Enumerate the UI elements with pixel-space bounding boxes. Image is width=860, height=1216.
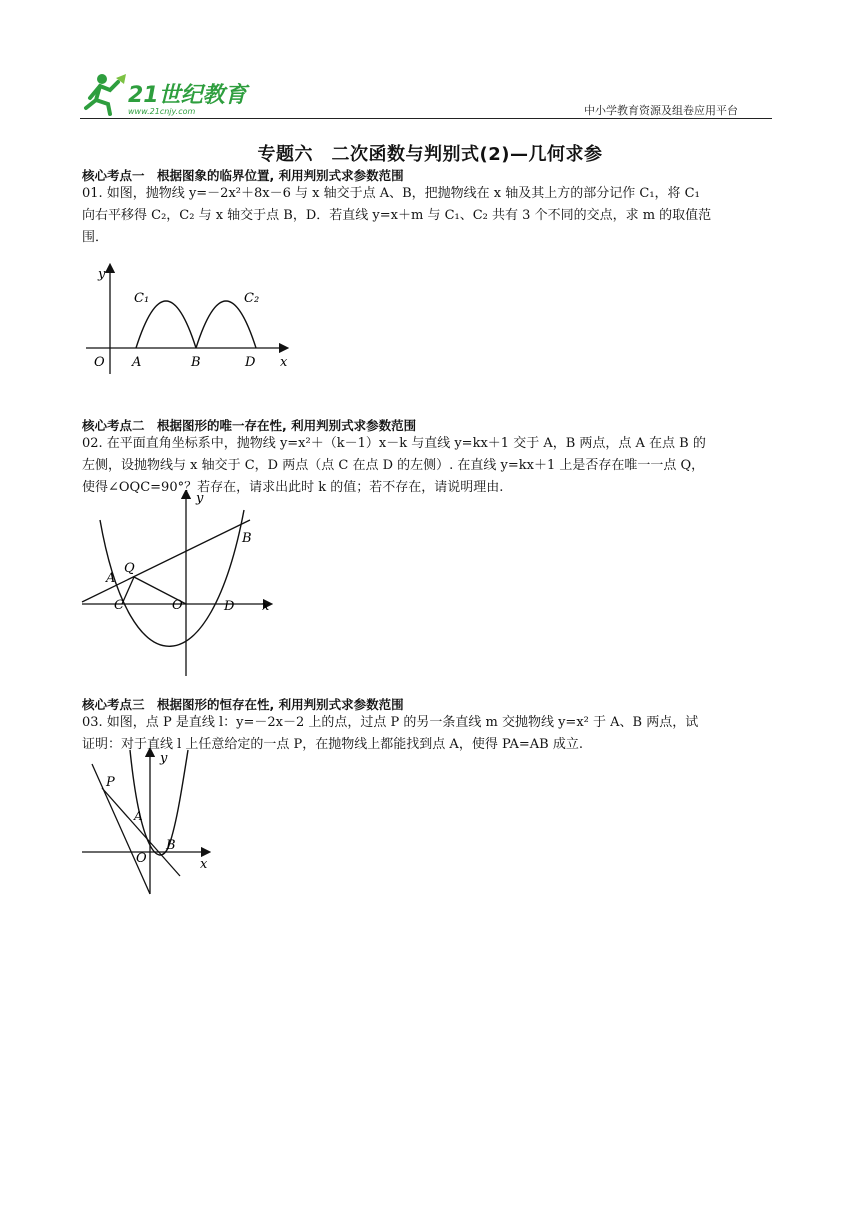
platform-label: 中小学教育资源及组卷应用平台 <box>584 104 738 117</box>
label-x: x <box>200 857 208 872</box>
question-1-line: 围． <box>82 230 109 245</box>
label-a: A <box>132 355 142 370</box>
label-y: y <box>196 491 204 506</box>
section-1-heading: 核心考点一 根据图象的临界位置, 利用判别式求参数范围 <box>82 168 404 183</box>
question-1-line: 向右平移得 C₂，C₂ 与 x 轴交于点 B，D．若直线 y=x＋m 与 C₁、C₂ 共有 3 个不同的交点，求 m 的取值范 <box>82 208 712 223</box>
svg-text:www.21cnjy.com: www.21cnjy.com <box>128 107 196 116</box>
header-divider <box>80 118 772 119</box>
question-2-line: 左侧，设抛物线与 x 轴交于 C，D 两点（点 C 在点 D 的左侧）. 在直线 y=kx＋1 上是否存在唯一一点 Q， <box>82 458 705 473</box>
line-l <box>92 764 150 894</box>
label-x: x <box>262 599 270 614</box>
page-title: 专题六 二次函数与判别式(2)—几何求参 <box>257 144 603 165</box>
label-origin: O <box>172 598 183 613</box>
label-y: y <box>160 751 168 766</box>
question-1-line: 01. 如图，抛物线 y=－2x²＋8x－6 与 x 轴交于点 A、B，把抛物线在 x 轴及其上方的部分记作 C₁，将 C₁ <box>82 186 700 201</box>
label-b: B <box>166 838 176 853</box>
curve-c1 <box>136 301 196 348</box>
label-q: Q <box>124 561 135 576</box>
curve-c2 <box>196 301 256 348</box>
parabola <box>100 510 244 646</box>
parabola <box>130 750 188 855</box>
figure-1 <box>84 262 304 380</box>
section-2-heading: 核心考点二 根据图形的唯一存在性, 利用判别式求参数范围 <box>82 418 417 433</box>
figure-2 <box>80 490 280 680</box>
label-x: x <box>280 355 288 370</box>
question-2-line: 02. 在平面直角坐标系中，抛物线 y=x²＋（k－1）x－k 与直线 y=kx＋1 交于 A，B 两点，点 A 在点 B 的 <box>82 436 706 451</box>
question-2-line: 使得∠OQC=90°？若存在，请求出此时 k 的值；若不存在，请说明理由. <box>82 480 504 495</box>
section-3-heading: 核心考点三 根据图形的恒存在性, 利用判别式求参数范围 <box>82 697 404 712</box>
line-ab <box>82 520 250 602</box>
label-d: D <box>224 599 235 614</box>
label-c: C <box>114 598 124 613</box>
label-a: A <box>106 571 116 586</box>
label-p: P <box>106 775 115 790</box>
logo <box>80 70 255 120</box>
label-c2: C₂ <box>244 291 260 306</box>
label-d: D <box>245 355 256 370</box>
label-y: y <box>98 267 106 282</box>
figure-3 <box>80 748 220 898</box>
label-a: A <box>134 809 143 823</box>
question-3-line: 03. 如图，点 P 是直线 l：y=－2x－2 上的点，过点 P 的另一条直线 m 交抛物线 y=x² 于 A、B 两点，试 <box>82 715 699 730</box>
question-3-line: 证明：对于直线 l 上任意给定的一点 P，在抛物线上都能找到点 A，使得 PA=AB 成立. <box>82 737 583 752</box>
label-origin: O <box>94 355 105 370</box>
svg-text:21世纪教育: 21世纪教育 <box>128 83 247 108</box>
label-b: B <box>242 531 252 546</box>
logo-icon <box>80 70 255 120</box>
label-b: B <box>191 355 201 370</box>
label-origin: O <box>136 851 147 866</box>
label-c1: C₁ <box>134 291 150 306</box>
question-1-text <box>82 183 778 249</box>
